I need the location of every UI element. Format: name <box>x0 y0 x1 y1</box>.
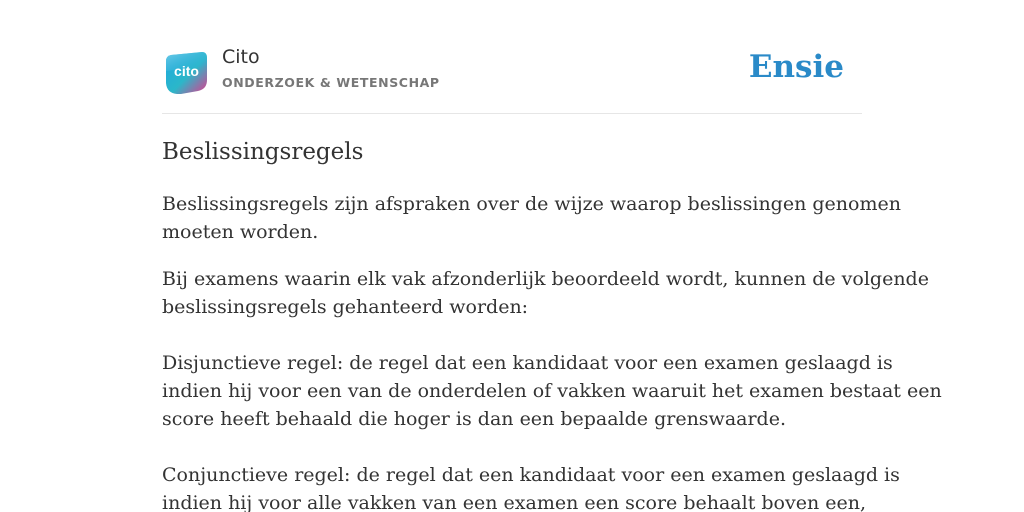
site-header <box>162 40 862 114</box>
paragraph-line: Conjunctieve regel: de regel dat een kandidaat voor een examen geslaagd is <box>162 464 900 486</box>
cito-logo[interactable] <box>165 51 208 94</box>
brand-logo[interactable]: Ensie <box>748 49 844 85</box>
page-title: Beslissingsregels <box>162 139 364 165</box>
paragraph-line: beslissingsregels gehanteerd worden: <box>162 296 529 318</box>
paragraph-line: Disjunctieve regel: de regel dat een kandidaat voor een examen geslaagd is <box>162 352 893 374</box>
paragraph-line: moeten worden. <box>162 221 319 243</box>
paragraph <box>162 190 901 246</box>
paragraph-line: Bij examens waarin elk vak afzonderlijk beoordeeld wordt, kunnen de volgende <box>162 268 929 290</box>
paragraph-line: indien hij voor alle vakken van een examen een score behaalt boven een, <box>162 492 866 512</box>
paragraph <box>162 265 942 512</box>
logo-text: cito <box>174 63 199 79</box>
paragraph-line: indien hij voor een van de onderdelen of vakken waaruit het examen bestaat een <box>162 380 942 402</box>
article <box>162 136 942 512</box>
org-name[interactable]: Cito <box>222 46 260 68</box>
paragraph-line: Beslissingsregels zijn afspraken over de wijze waarop beslissingen genomen <box>162 193 901 215</box>
line-break <box>162 433 862 461</box>
line-break <box>162 321 862 349</box>
org-subtitle: ONDERZOEK & WETENSCHAP <box>222 75 440 90</box>
paragraph-line: score heeft behaald die hoger is dan een bepaalde grenswaarde. <box>162 408 787 430</box>
